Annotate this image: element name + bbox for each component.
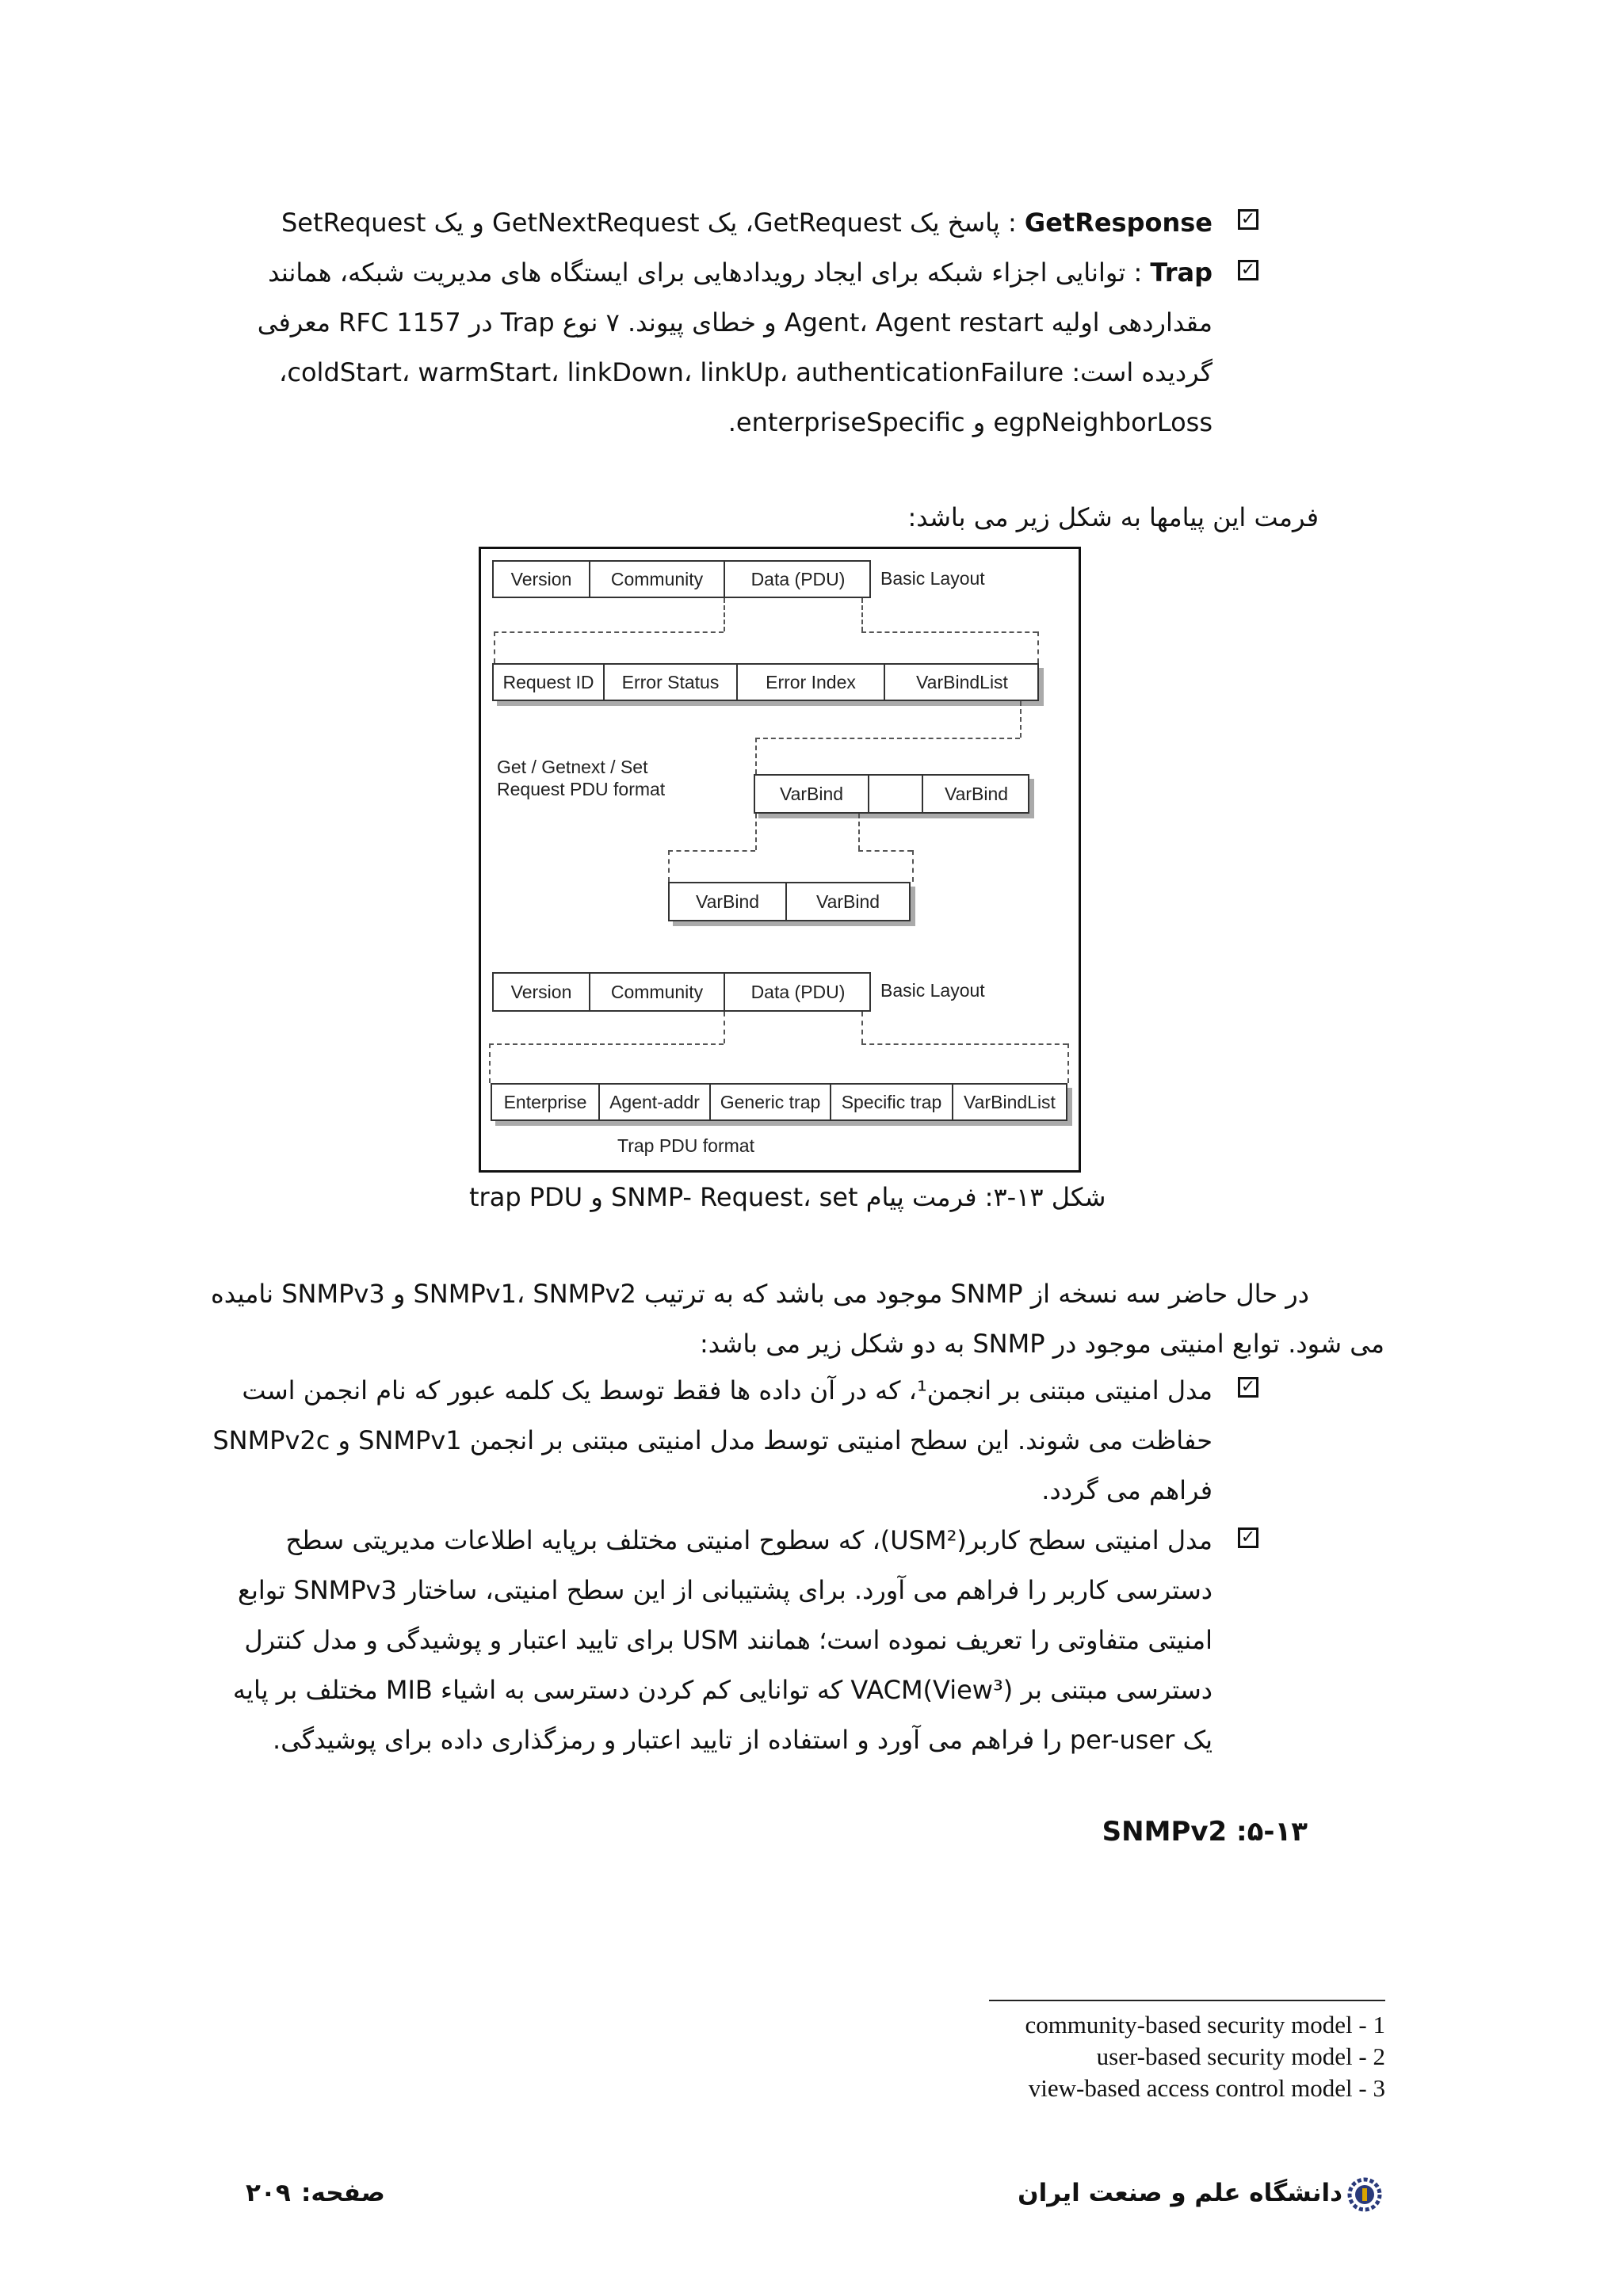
bullet-line: مدل امنیتی مبتنی بر انجمن¹، که در آن داده ها فقط توسط یک کلمه عبور که نام انجمن است (242, 1375, 1212, 1405)
page-number: ۲۰۹ (246, 2179, 291, 2207)
cell-varbind: VarBind (670, 883, 787, 920)
security-bullet-usm (232, 1516, 1212, 1765)
cell-data-pdu: Data (PDU) (750, 568, 846, 589)
bullet-line: egpNeighborLoss و enterpriseSpecific. (727, 407, 1212, 437)
bullet-text: : پاسخ یک GetRequest، یک GetNextRequest و یک SetRequest (281, 208, 1025, 238)
bullet-line: حفاظت می شوند. این سطح امنیتی توسط مدل امنیتی مبتنی بر انجمن SNMPv1 و SNMPv2c (212, 1425, 1212, 1455)
footnote-text: community-based security model - 1 (1025, 2011, 1385, 2039)
bullet-trap (247, 248, 1212, 448)
checkbox-icon: ✓ (1238, 1527, 1258, 1548)
section-heading: ۵-۱۳: SNMPv2 (1102, 1816, 1308, 1848)
footnote-3 (1029, 2074, 1385, 2103)
varbind-row-1 (754, 774, 1029, 814)
page-label: صفحه: (301, 2179, 385, 2207)
intro-line: در حال حاضر سه نسخه از SNMP موجود می باشد که به ترتیب SNMPv1، SNMPv2 و SNMPv3 نامیده (211, 1279, 1309, 1309)
cell-varbindlist: VarBindList (964, 1091, 1056, 1112)
cell-varbind: VarBind (815, 891, 880, 912)
footnote-2 (1097, 2042, 1385, 2071)
basic-layout-row-1 (492, 560, 871, 598)
bullet-line: گردیده است: coldStart، warmStart، linkDown، linkUp، authenticationFailure، (279, 357, 1212, 387)
checkbox-icon: ✓ (1238, 260, 1258, 280)
bullet-line: امنیتی متفاوتی را تعریف نموده است؛ همانند USM برای تایید اعتبار و پوشیدگی و مدل کنترل (244, 1625, 1212, 1655)
basic-layout-label: Basic Layout (880, 980, 985, 1001)
cell-agent-addr: Agent-addr (600, 1085, 711, 1119)
figure-intro: فرمت این پیامها به شکل زیر می باشد: (907, 502, 1319, 532)
intro-line: می شود. توابع امنیتی موجود در SNMP به دو شکل زیر می باشد: (699, 1329, 1384, 1359)
intro-paragraph (211, 1269, 1384, 1369)
snmp-pdu-figure (479, 547, 1081, 1173)
cell-version: Version (494, 974, 590, 1010)
trap-pdu-row (491, 1083, 1067, 1121)
request-pdu-row (492, 663, 1039, 701)
cell-specific-trap: Specific trap (831, 1085, 953, 1119)
checkbox-icon: ✓ (1238, 1377, 1258, 1398)
term-trap: Trap (1150, 257, 1212, 288)
footnote-1 (1025, 2011, 1385, 2039)
checkbox-icon: ✓ (1238, 209, 1258, 230)
cell-varbind: VarBind (755, 776, 869, 812)
basic-layout-row-2 (492, 972, 871, 1012)
cell-varbind: VarBind (944, 783, 1009, 804)
term-getresponse: GetResponse (1024, 208, 1212, 238)
bullet-line: یک per-user را فراهم می آورد و استفاده از تایید اعتبار و رمزگذاری داده برای پوشیدگی. (273, 1725, 1212, 1755)
footnote-divider (989, 2000, 1385, 2001)
bullet-getresponse (281, 198, 1212, 248)
security-bullet-community (212, 1366, 1212, 1516)
trap-pdu-label: Trap PDU format (617, 1135, 754, 1156)
cell-error-status: Error Status (605, 665, 738, 700)
cell-data-pdu: Data (PDU) (750, 981, 846, 1002)
basic-layout-label: Basic Layout (880, 568, 985, 589)
cell-community: Community (590, 562, 725, 597)
bullet-line: : توانایی اجزاء شبکه برای ایجاد رویدادهایی برای ایستگاه های مدیریت شبکه، همانند (268, 257, 1151, 288)
varbind-row-2 (668, 882, 911, 921)
cell-community: Community (590, 974, 725, 1010)
university-logo-icon (1347, 2177, 1382, 2212)
footnote-text: user-based security model - 2 (1096, 2042, 1385, 2070)
bullet-line: مدل امنیتی سطح کاربر(USM²)، که سطوح امنیتی مختلف برپایه اطلاعات مدیریتی سطح (285, 1525, 1212, 1555)
getset-label-1: Get / Getnext / Set (497, 757, 648, 777)
bullet-line: دسترسی کاربر را فراهم می آورد. برای پشتیبانی از این سطح امنیتی، ساختار SNMPv3 توابع (237, 1575, 1212, 1605)
cell-empty (869, 776, 923, 812)
cell-varbindlist: VarBindList (916, 671, 1008, 692)
cell-request-id: Request ID (494, 665, 605, 700)
cell-error-index: Error Index (738, 665, 885, 700)
cell-enterprise: Enterprise (492, 1085, 600, 1119)
cell-generic-trap: Generic trap (711, 1085, 831, 1119)
cell-version: Version (494, 562, 590, 597)
bullet-line: دسترسی مبتنی بر VACM(View³) که توانایی کم کردن دسترسی به اشیاء MIB مختلف بر پایه (232, 1675, 1212, 1705)
footnote-text: view-based access control model - 3 (1028, 2074, 1385, 2102)
university-name: دانشگاه علم و صنعت ایران (1018, 2179, 1342, 2207)
getset-label-2: Request PDU format (497, 779, 666, 799)
bullet-line: فراهم می گردد. (1041, 1475, 1212, 1505)
bullet-line: مقداردهی اولیه Agent، Agent restart و خطای پیوند. ۷ نوع Trap در RFC 1157 معرفی (257, 307, 1212, 338)
figure-caption: شکل ۱۳-۳: فرمت پیام SNMP- Request، set و trap PDU (469, 1182, 1106, 1212)
